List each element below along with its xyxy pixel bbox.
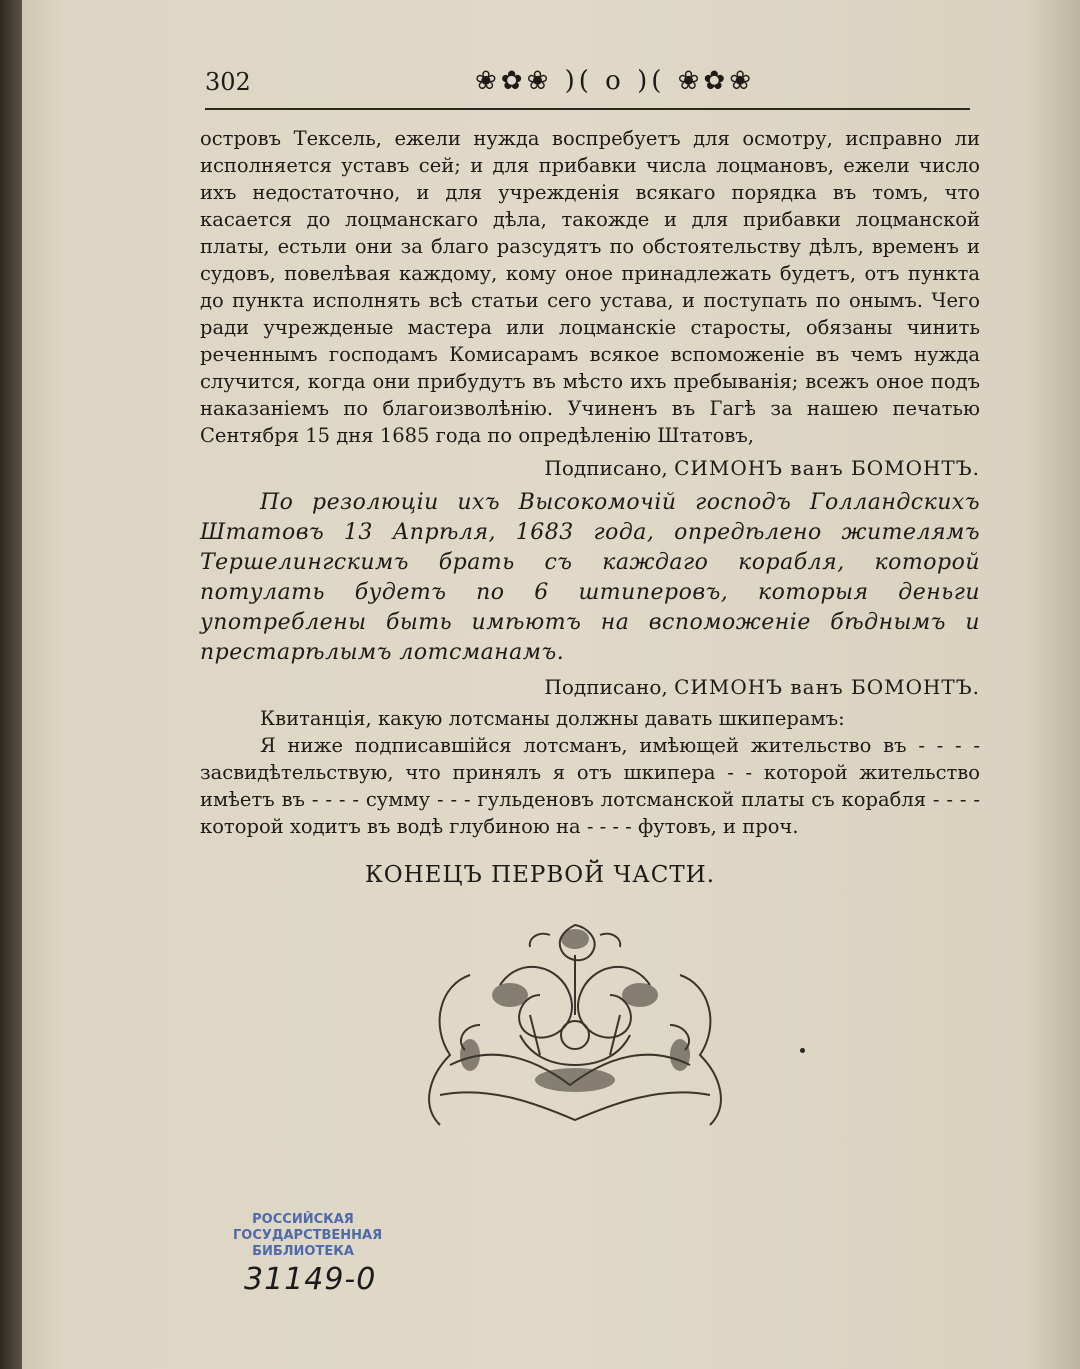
ink-speck [800, 1048, 805, 1053]
stamp-line-3: БИБЛИОТЕКА [252, 1244, 354, 1259]
header-rule [205, 108, 970, 110]
signature-2-prefix: Подписано, [544, 675, 675, 699]
receipt-text: Я ниже подписавшійся лотсманъ, имѣющей жительство въ - - - - засвидѣтельствую, что принялъ я отъ шкипера - - которой жительство имѣетъ въ - - - - сумму - - - гульденовъ лотсманской платы съ корабля - - - - которой ходитъ въ водѣ глубиною на - - - - футовъ, и проч. [200, 734, 980, 838]
signature-1-prefix: Подписано, [544, 456, 675, 480]
book-gutter [0, 0, 22, 1369]
resolution-paragraph: По резолюціи ихъ Высокомочій господъ Голландскихъ Штатовъ 13 Апрѣля, 1683 года, опредѣлено жителямъ Тершелингскимъ брать съ каждаго корабля, которой потулать будетъ по 6 штиперовъ, которыя деньги употреблены быть имѣютъ на вспоможеніе бѣднымъ и престарѣлымъ лотсманамъ. [200, 490, 980, 665]
main-paragraph: островъ Тексель, ежели нужда воспребуетъ для осмотру, исправно ли исполняется уставъ сей; и для прибавки числа лоцмановъ, ежели число ихъ недостаточно, и для учрежденія всякаго порядка въ томъ, что касается до лоцманскаго дѣла, такожде и для прибавки лоцманской платы, естьли они за благо разсудятъ по обстоятельству дѣлъ, временъ и судовъ, повелѣвая каждому, кому оное принадлежать будетъ, отъ пункта до пункта исполнять всѣ статьи сего устава, и поступать по онымъ. Чего ради учрежденые мастера или лоцманскіе старосты, обязаны чинить реченнымъ господамъ Комисарамъ всякое вспоможеніе въ чемъ нужда случится, когда они прибудутъ въ мѣсто ихъ пребыванія; всежъ оное подъ наказаніемъ по благоизволѣнію. Учиненъ въ Гагѣ за нашею печатью Сентября 15 дня 1685 года по опредѣленію Штатовъ, [200, 127, 980, 447]
stamp-line-1: РОССИЙСКАЯ [252, 1212, 354, 1227]
running-header [205, 62, 965, 106]
signature-2 [200, 674, 980, 701]
signature-2-name: СИМОНЪ ванъ БОМОНТЪ. [674, 675, 980, 699]
page-body [200, 125, 980, 840]
stamp-line-2: ГОСУДАРСТВЕННАЯ [233, 1228, 383, 1243]
library-stamp [233, 1212, 383, 1260]
decorative-vignette [410, 915, 740, 1130]
page-number: 302 [205, 68, 251, 96]
receipt-title: Квитанція, какую лотсманы должны давать шкиперамъ: [260, 707, 845, 730]
end-of-part-title: КОНЕЦЪ ПЕРВОЙ ЧАСТИ. [364, 862, 716, 888]
signature-1 [200, 455, 980, 482]
handwritten-shelfmark: 31149-0 [244, 1262, 377, 1297]
header-ornament: ❀✿❀ )( o )( ❀✿❀ [475, 66, 755, 96]
signature-1-name: СИМОНЪ ванъ БОМОНТЪ. [674, 456, 980, 480]
